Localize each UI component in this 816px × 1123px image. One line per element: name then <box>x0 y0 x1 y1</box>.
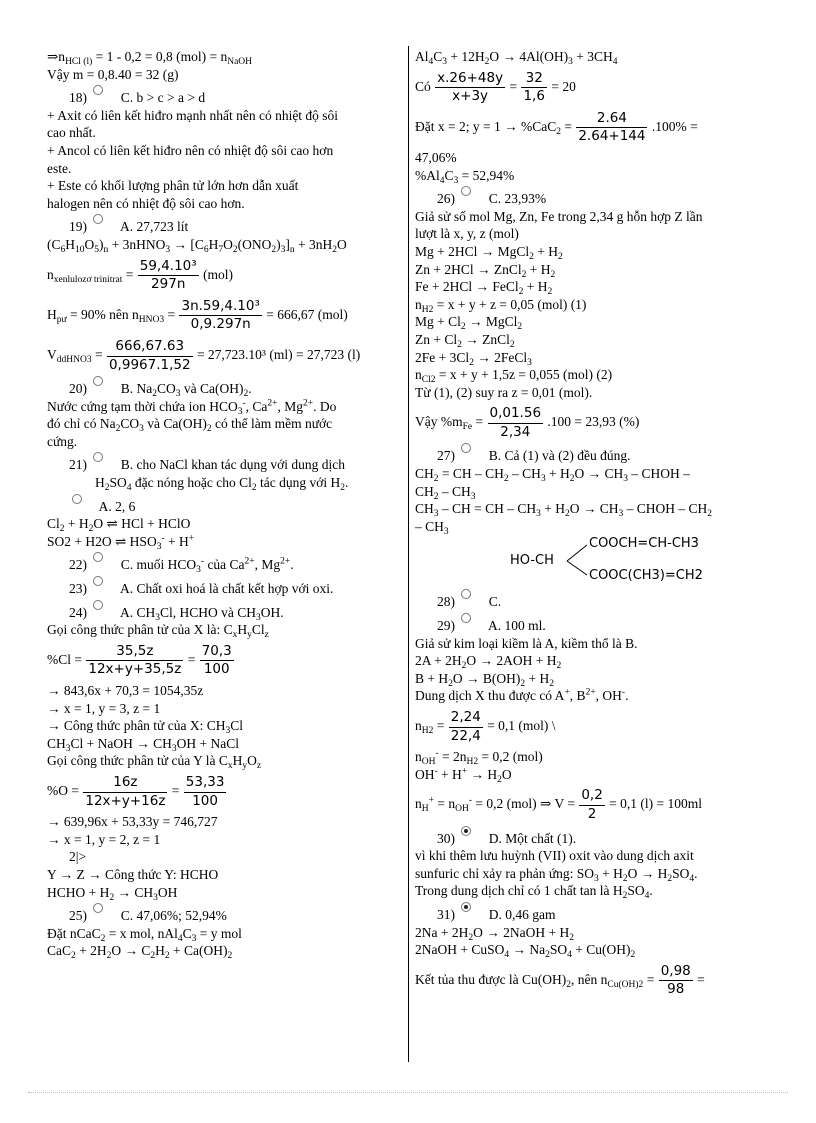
left-line: $CaC_2 + 2H_2O \to C_2H_2 + Ca(OH)_2$ <box>47 943 233 962</box>
right-line: Giả sử số mol Mg, Zn, Fe trong 2,34 g hỗn hợp Z lần <box>415 208 703 224</box>
fraction: $\frac{666,67.63}{0,9967.1,52}$ <box>108 337 191 373</box>
left-line: Nước cứng tạm thời chứa ion $HCO_3^-$, $Ca^{2+}$, $Mg^{2+}$. Do <box>47 398 337 417</box>
right-line: 30) D. Một chất (1). <box>415 830 775 848</box>
left-line: → 843,6x + 70,3 = 1054,35z <box>47 683 204 698</box>
fraction: $\frac{0,2}{2}$ <box>581 787 603 822</box>
left-line: %O = $\frac{16z}{12x+y+16z}$ = $\frac{53,33}{100}$ <box>47 773 225 809</box>
right-line: $Mg + Cl_2$ → MgCl$_2$ <box>415 314 523 333</box>
right-line: 26) C. 23,93% <box>415 190 775 208</box>
left-line: 2|> <box>69 849 87 865</box>
left-line: cao nhất. <box>47 125 96 141</box>
right-line: 47,06% <box>415 149 457 165</box>
radio-button[interactable] <box>93 552 103 562</box>
left-line: 21) B. cho NaCl khan tác dụng với dung dịch <box>47 456 401 474</box>
left-line: Y → Z → Công thức Y: HCHO <box>47 866 219 882</box>
left-line: $Cl_2 + H_2O$ ⇌ HCl + HClO <box>47 516 191 535</box>
right-line: lượt là x, y, z (mol) <box>415 226 519 242</box>
fraction: $\frac{35,5z}{12x+y+35,5z}$ <box>88 642 182 678</box>
structure-top-branch: COOCH=CH-CH3 <box>589 536 699 552</box>
left-line: đó chỉ có $Na_2CO_3$ và $Ca(OH)_2$ có thể làm mềm nước <box>47 416 333 435</box>
right-line: Mg + 2HCl → MgCl$_2$ + $H_2$ <box>415 243 563 262</box>
right-line: Trong dung dịch chỉ có 1 chất tan là $H_2SO_4$. <box>415 883 653 902</box>
right-line: $CH_2 - CH_3$ <box>415 483 476 502</box>
left-line: → 639,96x + 53,33y = 746,727 <box>47 814 218 830</box>
right-line: Kết tủa thu được là $Cu(OH)_2$, nên $n_{Cu(OH)2}$ = $\frac{0,98}{98}$ = <box>415 962 705 998</box>
right-line: Đặt x = 2; y = 1 → %CaC$_2$ = $\frac{2.64}{2.64+144}$ .100% = <box>415 109 698 145</box>
left-line: Đặt nCaC$_2$ = x mol, $nAl_4C_3 = y$ mol <box>47 925 242 944</box>
left-line: + Axit có liên kết hiđro mạnh nhất nên có nhiệt độ sôi <box>47 107 339 123</box>
left-line: $V_{ddHNO3}$ = $\frac{666,67.63}{0,9967.1,52}$ = 27,723.10³ (ml) = 27,723 (l) <box>47 337 361 373</box>
right-line: – $CH_3$ <box>415 518 449 537</box>
left-line: HCHO + $H_2 \to CH_3OH$ <box>47 884 178 903</box>
right-line: $Al_4C_3 + 12H_2O \to 4Al(OH)_3 + 3CH_4$ <box>415 49 618 67</box>
right-line: 2NaOH + CuSO$_4$ → $Na_2SO_4 + Cu(OH)_2$ <box>415 942 636 961</box>
fraction: $\frac{\text{3n.59,4.10³}}{0,9.297n}$ <box>181 297 260 333</box>
right-line: vì khi thêm lưu huỳnh (VII) oxit vào dung dịch axit <box>415 848 694 864</box>
left-line: 19) A. 27,723 lít <box>47 218 401 236</box>
right-line: Có $\frac{x.26+48y}{x+3y}$ = $\frac{32}{1,6}$ = 20 <box>415 69 576 105</box>
right-line: Dung dịch X thu được có A+, $B^{2+}$, OH-. <box>415 687 629 704</box>
left-line: → x = 1, y = 2, z = 1 <box>47 831 161 847</box>
radio-button[interactable] <box>461 443 471 453</box>
right-line: $n_{H2}$ = $\frac{2,24}{22,4}$ = 0,1 (mol) \ <box>415 709 556 744</box>
left-line: 24) A. $CH_3Cl$, HCHO và $CH_3OH$. <box>47 604 401 622</box>
left-line: %Cl = $\frac{35,5z}{12x+y+35,5z}$ = $\frac{70,3}{100}$ <box>47 642 232 678</box>
right-line: 27) B. Cả (1) và (2) đều đúng. <box>415 447 775 465</box>
fraction: $\frac{53,33}{100}$ <box>185 773 225 809</box>
right-line: $2Na + 2H_2O$ → 2NaOH + $H_2$ <box>415 924 574 943</box>
right-line: 28) C. <box>415 593 775 611</box>
column-divider <box>408 46 409 1062</box>
fraction: $\frac{\text{59,4.10³}}{297n}$ <box>139 257 197 293</box>
right-line: $CH_2$ = CH – $CH_2 - CH_3 + H_2O \to CH_3$ – CHOH – <box>415 466 690 485</box>
right-line: $n_H^+ = n_{OH}^- = 0,2$ (mol) ⇒ V = $\frac{0,2}{2}$ = 0,1 (l) = 100ml <box>415 787 703 822</box>
fraction: $\frac{0,98}{98}$ <box>660 962 691 998</box>
left-line: cứng. <box>47 433 78 449</box>
footer-dotted-line <box>28 1092 788 1093</box>
right-line: $2Fe + 3Cl_2$ → 2FeCl$_3$ <box>415 349 532 368</box>
left-line: + Este có khối lượng phân tử lớn hơn dẫn xuất <box>47 178 299 194</box>
radio-button[interactable] <box>93 376 103 386</box>
right-line: sunfuric chỉ xảy ra phản ứng: $SO_3 + H_2O \to H_2SO_4$. <box>415 865 698 884</box>
right-line: $CH_3$ – CH = CH – $CH_3 + H_2O \to CH_3$ – CHOH – $CH_2$ <box>415 501 713 520</box>
radio-button[interactable] <box>72 494 82 504</box>
left-line: $(C_6H_{10}O_5)_n$ + 3nHNO$_3$ → $[C_6H_7O_2(ONO_2)_3]_n + 3nH_2O$ <box>47 236 347 255</box>
left-line: $H_2SO_4$ đặc nóng hoặc cho $Cl_2$ tác dụng với $H_2$. <box>95 475 349 494</box>
fraction: $\frac{32}{1,6}$ <box>523 69 545 105</box>
right-line: Zn + 2HCl → ZnCl$_2$ + $H_2$ <box>415 261 556 280</box>
left-line: + Ancol có liên kết hiđro nên có nhiệt độ sôi cao hơn <box>47 142 334 158</box>
left-line: A. 2, 6 <box>47 498 401 516</box>
left-line: 18) C. b > c > a > d <box>47 89 401 107</box>
fraction: $\frac{2,24}{22,4}$ <box>450 709 481 744</box>
left-line: este. <box>47 160 72 176</box>
fraction: $\frac{2.64}{2.64+144}$ <box>578 109 646 145</box>
fraction: $\frac{x.26+48y}{x+3y}$ <box>437 69 504 105</box>
left-line: 25) C. 47,06%; 52,94% <box>47 907 401 925</box>
left-line: → Công thức phân tử của X: $CH_3Cl$ <box>47 718 244 737</box>
fraction: $\frac{16z}{12x+y+16z}$ <box>85 773 166 809</box>
left-line: Vậy m = 0,8.40 = 32 (g) <box>47 66 179 82</box>
radio-button[interactable] <box>461 613 471 623</box>
left-line: 20) B. $Na_2CO_3$ và $Ca(OH)_2$. <box>47 380 401 398</box>
radio-button[interactable] <box>93 576 103 586</box>
right-line: Vậy $\%m_{Fe}$ = $\frac{0,01.56}{2,34}$ .100 = 23,93 (%) <box>415 405 640 440</box>
right-column <box>415 48 775 1002</box>
radio-button[interactable] <box>93 214 103 224</box>
right-line: Giả sử kim loại kiềm là A, kiềm thổ là B. <box>415 635 638 651</box>
radio-button-selected[interactable] <box>461 902 471 912</box>
fraction: $\frac{70,3}{100}$ <box>201 642 232 678</box>
right-line: $\%Al_4C_3 = 52,94\%$ <box>415 167 515 186</box>
structure-bottom-branch: COOC(CH3)=CH2 <box>589 568 703 584</box>
left-line: 23) A. Chất oxi hoá là chất kết hợp với oxi. <box>47 580 401 598</box>
right-line: $n_{Cl2} = x + y + 1,5z = 0,055$ (mol) (2) <box>415 367 613 386</box>
left-line: 22) C. muối $HCO_3^-$ của $Ca^{2+}$, $Mg^{2+}$. <box>47 556 401 574</box>
right-line: $Zn + Cl_2$ → ZnCl$_2$ <box>415 331 515 350</box>
left-line: $\Rightarrow n_{HCl (l)} = 1 - 0,2 = 0,8$ $(mol) = n_{NaOH}$ <box>47 49 253 67</box>
radio-button[interactable] <box>461 186 471 196</box>
radio-button[interactable] <box>93 600 103 610</box>
radio-button[interactable] <box>461 589 471 599</box>
left-line: → x = 1, y = 3, z = 1 <box>47 700 161 716</box>
right-line: $2A + 2H_2O \to 2AOH + H_2$ <box>415 653 562 672</box>
right-line: $n_{OH}^- = 2n_{H2} = 0,2$ (mol) <box>415 748 543 768</box>
left-line: $CH_3Cl$ + NaOH → $CH_3OH$ + NaCl <box>47 735 239 754</box>
right-line: $n_{H2} = x + y + z = 0,05$ (mol) (1) <box>415 296 587 315</box>
left-line: $n_{xenlulozơ trinitrat}$ = $\frac{\text{59,4.10³}}{297n}$ (mol) <box>47 257 234 293</box>
structural-formula <box>415 535 775 587</box>
left-line: Gọi công thức phân tử của X là: $C_xH_yCl_z$ <box>47 622 269 641</box>
left-line: halogen nên có nhiệt độ sôi cao hơn. <box>47 195 245 211</box>
right-line: Fe + 2HCl → FeCl$_2$ + $H_2$ <box>415 279 553 298</box>
right-line: Từ (1), (2) suy ra z = 0,01 (mol). <box>415 384 593 400</box>
right-line: 31) D. 0,46 gam <box>415 906 775 924</box>
radio-button-selected[interactable] <box>461 826 471 836</box>
left-line: $H_{pư} = 90\%$ nên $n_{HNO3}$ = $\frac{\text{3n.59,4.10³}}{0,9.297n}$ = 666,67 (mol) <box>47 297 348 333</box>
radio-button[interactable] <box>93 452 103 462</box>
left-column <box>47 48 401 960</box>
right-line: $OH^- + H^+ \to H_2O$ <box>415 766 512 785</box>
radio-button[interactable] <box>93 903 103 913</box>
right-line: 29) A. 100 ml. <box>415 617 775 635</box>
fraction: $\frac{0,01.56}{2,34}$ <box>489 405 542 440</box>
radio-button[interactable] <box>93 85 103 95</box>
structure-left-group: HO-CH <box>510 553 554 569</box>
left-line: Gọi công thức phân tử của Y là $C_xH_yO_z$ <box>47 753 262 772</box>
right-line: $B + H_2O \to B(OH)_2 + H_2$ <box>415 670 554 689</box>
left-line: SO2 + H2O ⇌ $HSO_3^- + H^+$ <box>47 533 195 552</box>
